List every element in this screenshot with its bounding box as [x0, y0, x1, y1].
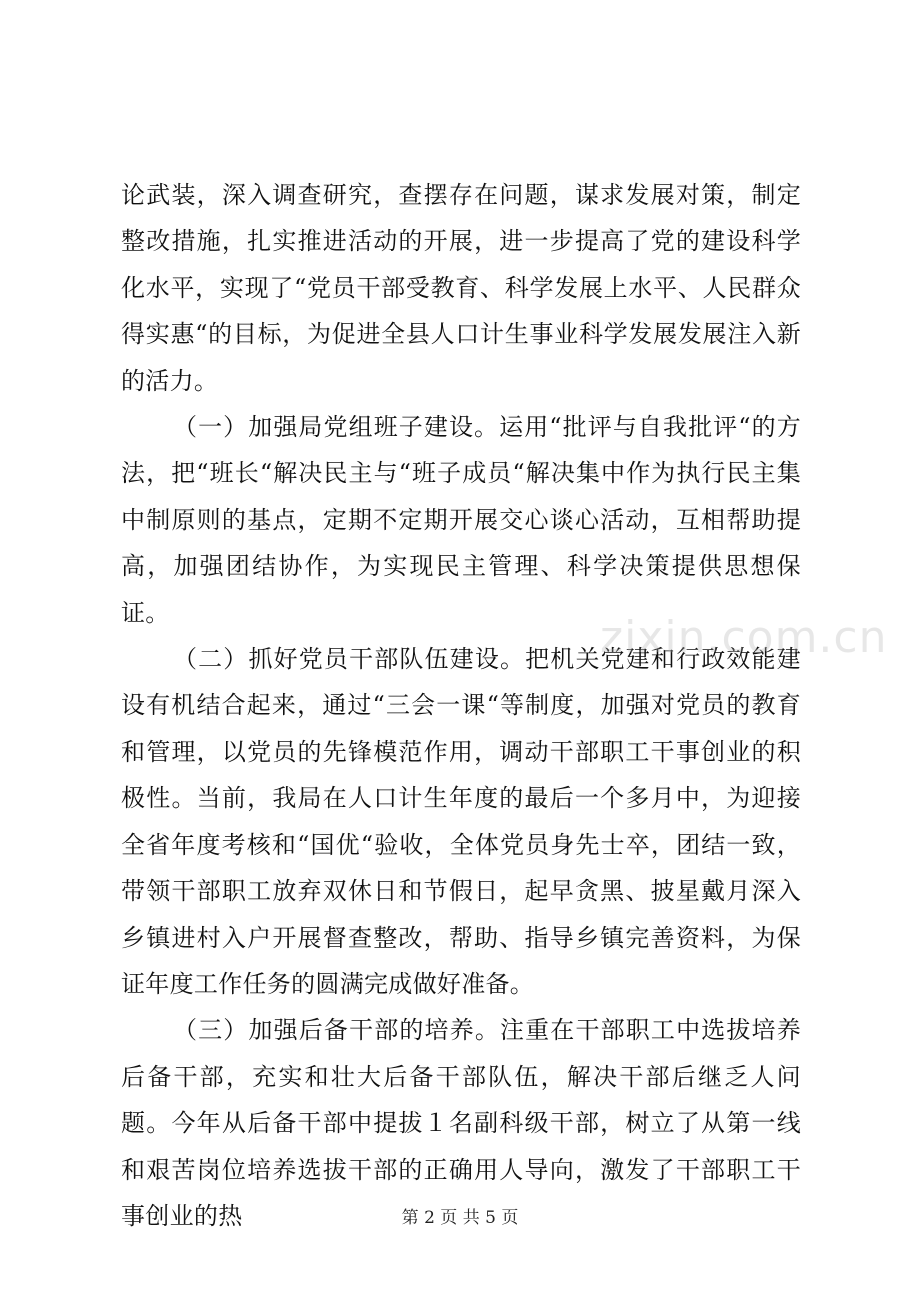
paragraph-section-1: （一）加强局党组班子建设。运用“批评与自我批评“的方法，把“班长“解决民主与“班子成员“解决集中作为执行民主集中制原则的基点，定期不定期开展交心谈心活动，互相帮助提高，加强团结协作，为实现民主管理、科学决策提供思想保证。: [121, 413, 801, 627]
paragraph-section-2: （二）抓好党员干部队伍建设。把机关党建和行政效能建设有机结合起来，通过“三会一课“等制度，加强对党员的教育和管理，以党员的先锋模范作用，调动干部职工干事创业的积极性。当前，我局在人口计生年度的最后一个多月中，为迎接全省年度考核和“国优“验收，全体党员身先士卒，团结一致，带领干部职工放弃双休日和节假日，起早贪黑、披星戴月深入乡镇进村入户开展督查整改，帮助、指导乡镇完善资料，为保证年度工作任务的圆满完成做好准备。: [121, 645, 801, 998]
paragraph-intro: 论武装，深入调查研究，查摆存在问题，谋求发展对策，制定整改措施，扎实推进活动的开展，进一步提高了党的建设科学化水平，实现了“党员干部受教育、科学发展上水平、人民群众得实惠“的目标，为促进全县人口计生事业科学发展发展注入新的活力。: [121, 181, 801, 395]
page-footer: 第 2 页 共 5 页: [401, 1208, 519, 1228]
paragraph-section-3: （三）加强后备干部的培养。注重在干部职工中选拔培养后备干部，充实和壮大后备干部队伍，解决干部后继乏人问题。今年从后备干部中提拔１名副科级干部，树立了从第一线和艰苦岗位培养选拔干部的正确用人导向，激发了干部职工干事创业的热: [121, 1016, 801, 1230]
watermark: zixin.com.cn: [600, 612, 888, 663]
document-body: [121, 172, 801, 1239]
